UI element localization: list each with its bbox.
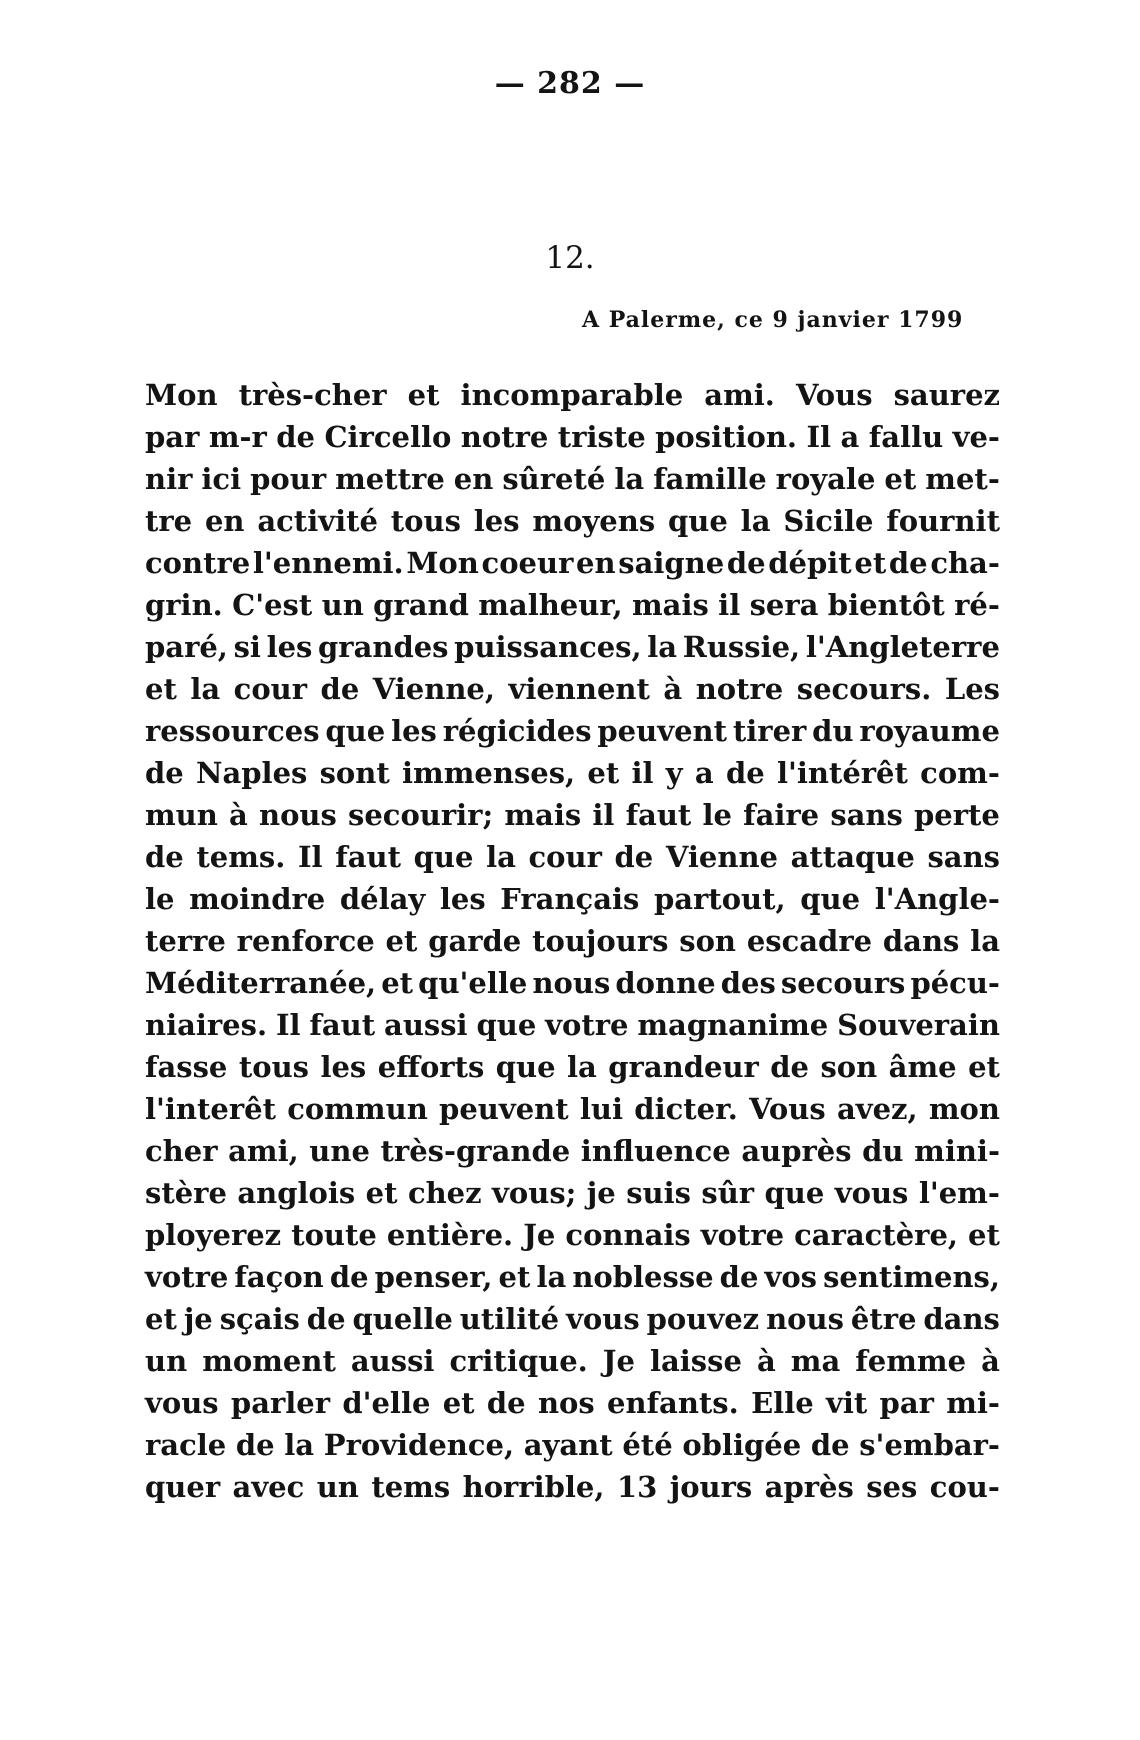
- text-line: racle de la Providence, ayant été obligée de s'embar-: [145, 1428, 1000, 1462]
- text-line: votre façon de penser, et la noblesse de vos sentimens,: [145, 1260, 1000, 1294]
- text-line: paré, si les grandes puissances, la Russie, l'Angleterre: [145, 630, 1000, 664]
- letter-body: [145, 374, 1000, 1508]
- text-line: stère anglois et chez vous; je suis sûr que vous l'em-: [145, 1176, 1000, 1210]
- dateline: A Palerme, ce 9 janvier 1799: [582, 307, 964, 333]
- text-line: cher ami, une très-grande influence auprès du mini-: [145, 1134, 1000, 1168]
- text-line: quer avec un tems horrible, 13 jours après ses cou-: [145, 1470, 1000, 1504]
- page-number: — 282 —: [494, 66, 646, 101]
- text-line: nir ici pour mettre en sûreté la famille royale et met-: [145, 462, 1000, 496]
- text-line: par m-r de Circello notre triste position. Il a fallu ve-: [145, 420, 1000, 454]
- text-line: Méditerranée, et qu'elle nous donne des secours pécu-: [145, 966, 1000, 1000]
- text-line: et la cour de Vienne, viennent à notre secours. Les: [145, 672, 1000, 706]
- text-line: grin. C'est un grand malheur, mais il sera bientôt ré-: [145, 588, 1000, 622]
- text-line: mun à nous secourir; mais il faut le faire sans perte: [145, 798, 1000, 832]
- text-line: fasse tous les efforts que la grandeur de son âme et: [145, 1050, 1000, 1084]
- text-line: et je sçais de quelle utilité vous pouvez nous être dans: [145, 1302, 1000, 1336]
- letter-number: 12.: [545, 240, 595, 276]
- text-line: un moment aussi critique. Je laisse à ma femme à: [145, 1344, 1000, 1378]
- text-line: terre renforce et garde toujours son escadre dans la: [145, 924, 1000, 958]
- text-line: tre en activité tous les moyens que la Sicile fournit: [145, 504, 1000, 538]
- text-line: l'interêt commun peuvent lui dicter. Vous avez, mon: [145, 1092, 1000, 1126]
- text-line: Mon très-cher et incomparable ami. Vous saurez: [145, 378, 1000, 412]
- text-line: ressources que les régicides peuvent tirer du royaume: [145, 714, 1000, 748]
- text-line: de tems. Il faut que la cour de Vienne attaque sans: [145, 840, 1000, 874]
- text-line: niaires. Il faut aussi que votre magnanime Souverain: [145, 1008, 1000, 1042]
- text-line: contre l'ennemi. Mon coeur en saigne de dépit et de cha-: [145, 546, 1000, 580]
- text-line: de Naples sont immenses, et il y a de l'intérêt com-: [145, 756, 1000, 790]
- text-line: le moindre délay les Français partout, que l'Angle-: [145, 882, 1000, 916]
- text-line: vous parler d'elle et de nos enfants. Elle vit par mi-: [145, 1386, 1000, 1420]
- text-line: ployerez toute entière. Je connais votre caractère, et: [145, 1218, 1000, 1252]
